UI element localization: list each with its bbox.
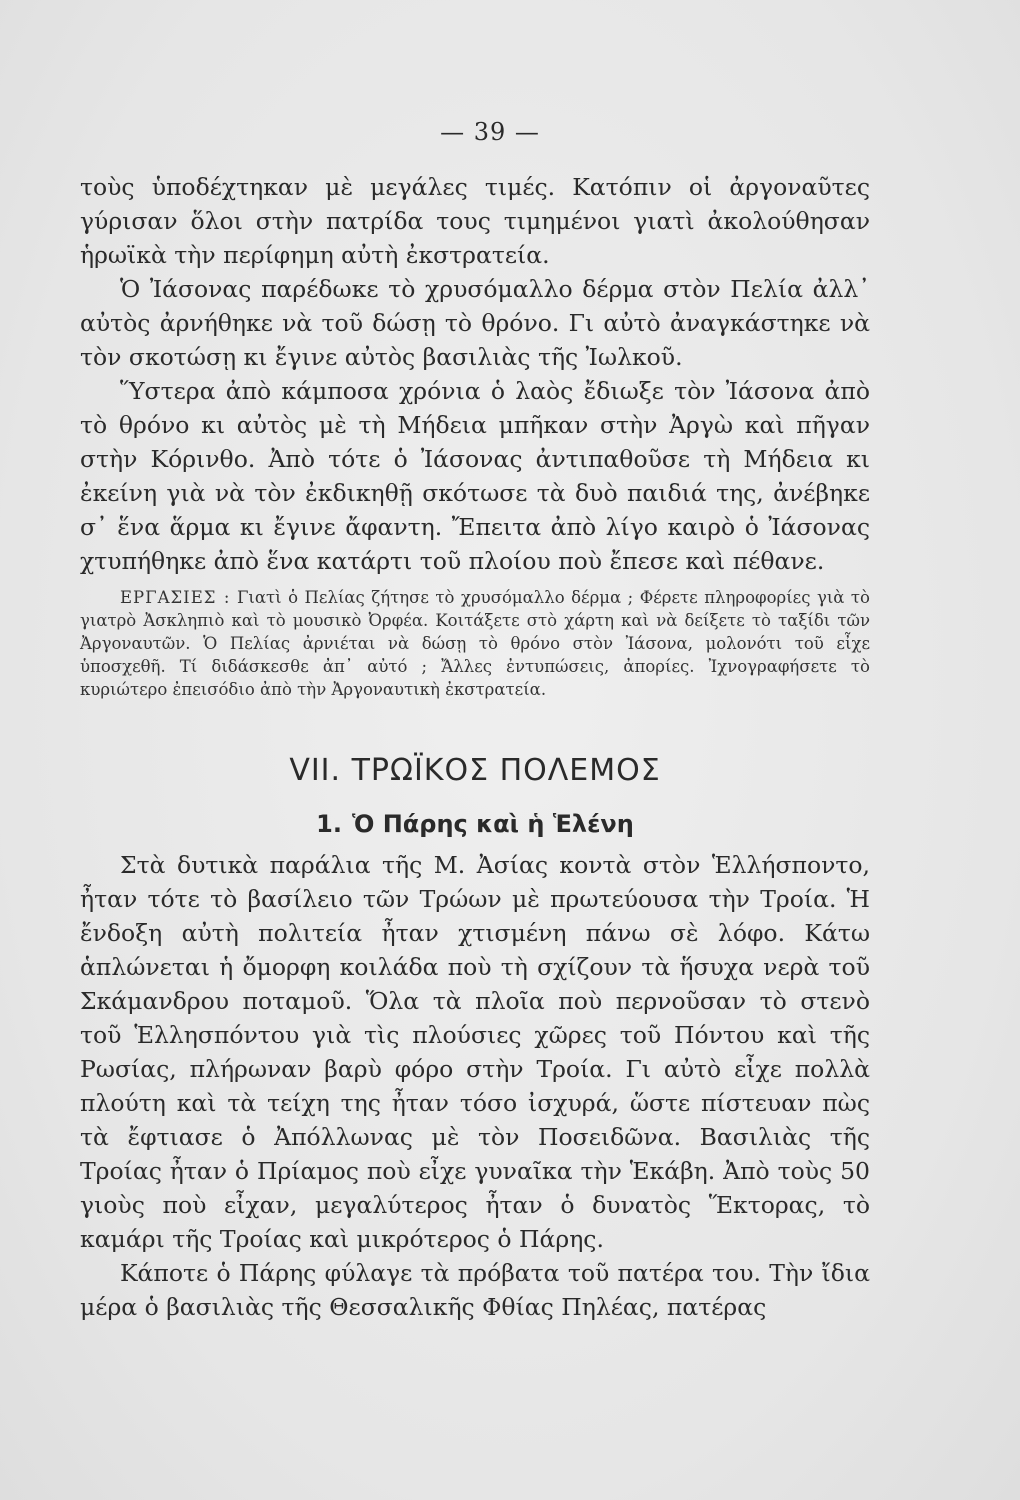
section-number: 1.	[316, 810, 342, 838]
page-number: — 39 —	[440, 118, 540, 146]
section-title-text: Ὁ Πάρης καὶ ἡ Ἑλένη	[351, 810, 634, 838]
body-text	[80, 170, 870, 1324]
paragraph: Κάποτε ὁ Πάρης φύλαγε τὰ πρόβατα τοῦ πατέρα του. Τὴν ἴδια μέρα ὁ βασιλιὰς τῆς Θεσσαλικῆς Φθίας Πηλέας, πατέρας	[80, 1259, 870, 1321]
paragraph: Στὰ δυτικὰ παράλια τῆς Μ. Ἀσίας κοντὰ στὸν Ἑλλήσποντο, ἦταν τότε τὸ βασίλειο τῶν Τρώων μὲ πρωτεύουσα τὴν Τροία. Ἡ ἔνδοξη αὐτὴ πολιτεία ἦταν χτισμένη πάνω σὲ λόφο. Κάτω ἁπλώνεται ἡ ὄμορφη κοιλάδα ποὺ τὴ σχίζουν τὰ ἥσυχα νερὰ τοῦ Σκάμανδρου ποταμοῦ. Ὅλα τὰ πλοῖα ποὺ περνοῦσαν τὸ στενὸ τοῦ Ἑλλησπόντου γιὰ τὶς πλούσιες χῶρες τοῦ Πόντου καὶ τῆς Ρωσίας, πλήρωναν βαρὺ φόρο στὴν Τροία. Γι αὐτὸ εἶχε πολλὰ πλούτη καὶ τὰ τείχη της ἦταν τόσο ἰσχυρά, ὥστε πίστευαν πὼς τὰ ἔφτιασε ὁ Ἀπόλλωνας μὲ τὸν Ποσειδῶνα. Βασιλιὰς τῆς Τροίας ἦταν ὁ Πρίαμος ποὺ εἶχε γυναῖκα τὴν Ἑκάβη. Ἀπὸ τοὺς 50 γιοὺς ποὺ εἶχαν, μεγαλύτερος ἦταν ὁ δυνατὸς Ἕκτορας, τὸ καμάρι τῆς Τροίας καὶ μικρότερος ὁ Πάρης.	[80, 851, 870, 1253]
exercises-block	[80, 586, 870, 701]
paragraph: Ὕστερα ἀπὸ κάμποσα χρόνια ὁ λαὸς ἔδιωξε τὸν Ἰάσονα ἀπὸ τὸ θρόνο κι αὐτὸς μὲ τὴ Μήδεια μπῆκαν στὴν Ἀργὼ καὶ πῆγαν στὴν Κόρινθο. Ἀπὸ τότε ὁ Ἰάσονας ἀντιπαθοῦσε τὴ Μήδεια κι ἐκείνη γιὰ νὰ τὸν ἐκδικηθῇ σκότωσε τὰ δυὸ παιδιά της, ἀνέβηκε σ᾽ ἕνα ἅρμα κι ἔγινε ἄφαντη. Ἔπειτα ἀπὸ λίγο καιρὸ ὁ Ἰάσονας χτυπήθηκε ἀπὸ ἕνα κατάρτι τοῦ πλοίου ποὺ ἔπεσε καὶ πέθανε.	[80, 377, 870, 575]
section-title	[80, 810, 870, 838]
exercises-text: Γιατὶ ὁ Πελίας ζήτησε τὸ χρυσόμαλλο δέρμα ; Φέρετε πληροφορίες γιὰ τὸ γιατρὸ Ἀσκληπιὸ καὶ τὸ μουσικὸ Ὀρφέα. Κοιτάξετε στὸ χάρτη καὶ νὰ δείξετε τὸ ταξίδι τῶν Ἀργοναυτῶν. Ὁ Πελίας ἀρνιέται νὰ δώσῃ τὸ θρόνο στὸν Ἰάσονα, μολονότι τοῦ εἶχε ὑποσχεθῆ. Τί διδάσκεσθε ἀπ᾽ αὐτό ; Ἄλλες ἐντυπώσεις, ἀπορίες. Ἰχνογραφήσετε τὸ κυριώτερο ἐπεισόδιο ἀπὸ τὴν Ἀργοναυτικὴ ἐκστρατεία.	[80, 588, 870, 699]
chapter-title: VII. ΤΡΩΪΚΟΣ ΠΟΛΕΜΟΣ	[289, 753, 661, 788]
paragraph: τοὺς ὑποδέχτηκαν μὲ μεγάλες τιμές. Κατόπιν οἱ ἀργοναῦτες γύρισαν ὅλοι στὴν πατρίδα τους τιμημένοι γιατὶ ἀκολούθησαν ἡρωϊκὰ τὴν περίφημη αὐτὴ ἐκστρατεία.	[80, 173, 870, 269]
exercises-label: ΕΡΓΑΣΙΕΣ :	[120, 588, 231, 607]
paragraph: Ὁ Ἰάσονας παρέδωκε τὸ χρυσόμαλλο δέρμα στὸν Πελία ἀλλ᾽ αὐτὸς ἀρνήθηκε νὰ τοῦ δώσῃ τὸ θρόνο. Γι αὐτὸ ἀναγκάστηκε νὰ τὸν σκοτώσῃ κι ἔγινε αὐτὸς βασιλιὰς τῆς Ἰωλκοῦ.	[80, 275, 870, 371]
